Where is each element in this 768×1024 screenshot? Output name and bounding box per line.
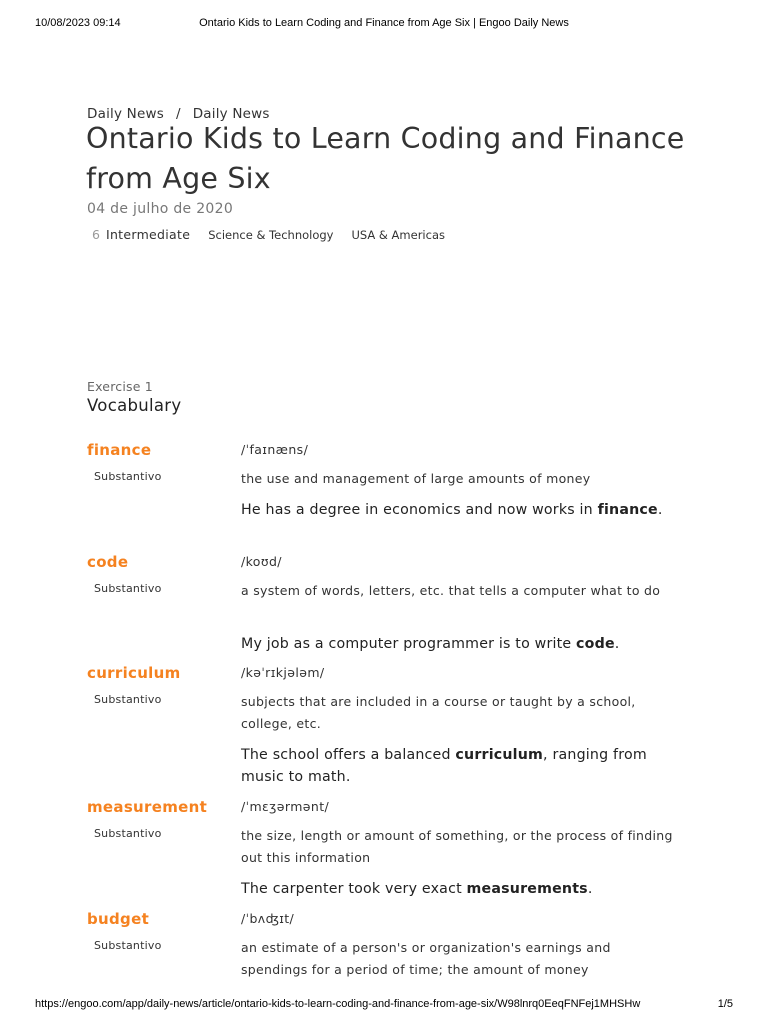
vocabulary-item [0, 549, 768, 660]
category-tag-science-technology[interactable]: Science & Technology [208, 228, 334, 242]
vocabulary-word[interactable]: measurement [87, 798, 208, 816]
example-highlight: measurements [466, 881, 588, 897]
pronunciation: /kəˈrɪkjələm/ [241, 665, 325, 680]
breadcrumb-separator: / [175, 106, 181, 122]
vocabulary-item [0, 794, 768, 906]
article-meta [92, 227, 463, 242]
pronunciation: /ˈfaɪnæns/ [241, 442, 309, 457]
vocabulary-item [0, 437, 768, 549]
vocabulary-word[interactable]: budget [87, 910, 150, 928]
example-text: He has a degree in economics and now works in [241, 502, 598, 518]
part-of-speech: Substantivo [94, 693, 162, 706]
print-header [35, 14, 733, 30]
definition: the use and management of large amounts of money [241, 471, 591, 486]
exercise-label: Exercise 1 [87, 379, 153, 394]
pronunciation: /ˈbʌʤɪt/ [241, 911, 295, 926]
example-text: The carpenter took very exact [241, 881, 467, 897]
example-sentence [241, 878, 686, 900]
example-text: My job as a computer programmer is to write [241, 636, 577, 652]
page-title: Ontario Kids to Learn Coding and Finance from Age Six [86, 122, 685, 195]
vocabulary-word[interactable]: code [87, 553, 129, 571]
print-url: https://engoo.com/app/daily-news/article/ontario-kids-to-learn-coding-and-finance-from-age-six/W98lnrq0EeqFNFej1MHSHw [35, 998, 641, 1010]
print-datetime: 10/08/2023 09:14 [35, 17, 121, 29]
definition: an estimate of a person's or organization's earnings and spendings for a period of time; the amount of money [241, 940, 611, 977]
exercise-title: Vocabulary [87, 396, 182, 415]
example-text-end: , ranging from music to math. [241, 747, 647, 785]
example-highlight: finance [597, 502, 658, 518]
example-sentence [241, 633, 686, 655]
level-number: 6 [92, 227, 100, 242]
example-text-end: . [657, 502, 663, 518]
definition: subjects that are included in a course or taught by a school, college, etc. [241, 694, 636, 731]
vocabulary-word[interactable]: curriculum [87, 664, 181, 682]
vocabulary-word[interactable]: finance [87, 441, 152, 459]
definition: a system of words, letters, etc. that tells a computer what to do [241, 583, 661, 598]
example-sentence [241, 744, 686, 788]
part-of-speech: Substantivo [94, 582, 162, 595]
part-of-speech: Substantivo [94, 939, 162, 952]
level-name[interactable]: Intermediate [105, 227, 191, 242]
example-sentence [241, 499, 686, 521]
example-text-end: . [587, 881, 593, 897]
example-highlight: code [576, 636, 615, 652]
example-highlight: curriculum [455, 747, 544, 763]
print-page-title: Ontario Kids to Learn Coding and Finance from Age Six | Engoo Daily News [199, 17, 569, 29]
part-of-speech: Substantivo [94, 827, 162, 840]
pronunciation: /ˈmɛʒərmənt/ [241, 799, 330, 814]
breadcrumb-item-daily-news-current[interactable]: Daily News [192, 106, 270, 122]
print-footer [35, 998, 733, 1014]
pronunciation: /koʊd/ [241, 554, 282, 569]
category-tag-usa-americas[interactable]: USA & Americas [351, 228, 445, 242]
definition: the size, length or amount of something, or the process of finding out this information [241, 828, 673, 865]
example-text: The school offers a balanced [241, 747, 456, 763]
vocabulary-item [0, 660, 768, 794]
article-date: 04 de julho de 2020 [87, 201, 234, 217]
vocabulary-item [0, 906, 768, 986]
part-of-speech: Substantivo [94, 470, 162, 483]
breadcrumb-item-daily-news[interactable]: Daily News [87, 106, 164, 122]
example-text-end: . [614, 636, 620, 652]
print-page-number: 1/5 [717, 998, 733, 1010]
